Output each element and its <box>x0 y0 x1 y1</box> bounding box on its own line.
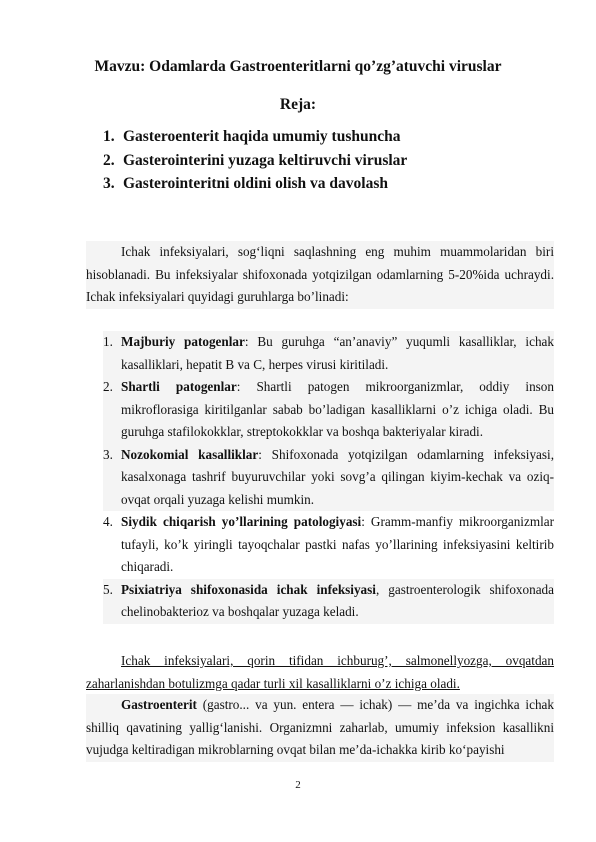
plan-item-text: Gasterointerini yuzaga keltiruvchi viruslar <box>123 151 408 169</box>
group-item <box>103 511 554 579</box>
plan-item <box>103 152 503 176</box>
group-separator: : <box>236 379 241 394</box>
plan-list <box>103 128 503 199</box>
group-item <box>103 331 554 376</box>
group-text: Shifoxonada yotqizilgan odamlarning infeksiyasi, kasalxonaga tashrif buyuruvchilar yoki sovg’a qilingan kiyim-kechak va oziq-ovqat orqali yuzaga kelishi mumkin. <box>121 446 554 507</box>
group-number: 4. <box>103 514 113 529</box>
group-separator: : <box>258 446 262 462</box>
definition-text: (gastro... va yun. entera — ichak) — me’da va ingichka ichak shilliq qavatining yallig‘lanishi. Organizmni zaharlab, umumiy infeksion kasallikni vujudga keltiradigan mikroblarning ovqat bilan me’da-ichakka kirib ko‘payishi <box>86 697 554 757</box>
document-title: Mavzu: Odamlarda Gastroenteritlarni qo’zg’atuvchi viruslar <box>94 58 502 75</box>
group-separator: : <box>244 334 249 349</box>
group-term: Shartli patogenlar <box>121 379 237 394</box>
group-text: Gramm-manfiy mikroorganizmlar tufayli, ko’k yiringli tayoqchalar pastki nafas yo’llarining infeksiyasini keltirib chiqaradi. <box>121 514 554 574</box>
group-item <box>103 376 554 444</box>
plan-heading: Reja: <box>279 96 317 113</box>
group-term: Siydik chiqarish yo’llarining patologiyasi <box>121 514 362 529</box>
group-item <box>103 444 554 512</box>
page-number: 2 <box>295 779 301 791</box>
groups-list <box>103 331 554 624</box>
definition-term: Gastroenterit <box>121 697 197 712</box>
group-separator: , <box>375 581 380 597</box>
definition-paragraph <box>86 694 554 762</box>
group-separator: : <box>361 514 365 529</box>
group-number: 3. <box>103 446 113 462</box>
group-text: gastroenterologik shifoxonada chelinobakterioz va boshqalar yuzaga keladi. <box>121 581 555 619</box>
group-number: 1. <box>103 334 113 349</box>
group-text: Bu guruhga “an’anaviy” yuqumli kasalliklar, ichak kasalliklari, hepatit B va C, herpes virusi kiritiladi. <box>121 334 554 372</box>
group-item <box>103 579 554 624</box>
group-term: Majburiy patogenlar <box>121 334 245 349</box>
plan-item-text: Gasterointeritni oldini olish va davolash <box>123 175 388 192</box>
underlined-paragraph: Ichak infeksiyalari, qorin tifidan ichburug’, salmonellyozga, ovqatdan zaharlanishdan botulizmga qadar turli xil kasalliklarni o’z ichiga oladi. <box>86 653 554 691</box>
group-term: Nozokomial kasalliklar <box>121 446 259 462</box>
group-term: Psixiatriya shifoxonasida ichak infeksiyasi <box>121 581 376 597</box>
plan-item-number: 2. <box>103 151 115 169</box>
group-number: 5. <box>103 581 113 597</box>
plan-item-number: 1. <box>103 128 115 145</box>
plan-item <box>103 128 503 152</box>
group-text: Shartli patogen mikroorganizmlar, oddiy inson mikroflorasiga kiritilganlar sabab bo’ladigan kasalliklarni o’z ichiga oladi. Bu guruhga stafilokokklar, streptokokklar va boshqa bakteriyalar kiradi. <box>121 379 554 439</box>
intro-paragraph: Ichak infeksiyalari, sog‘liqni saqlashning eng muhim muammolaridan biri hisoblanadi. Bu infeksiyalar shifoxonada yotqizilgan odamlarning 5-20%ida uchraydi. Ichak infeksiyalari quyidagi guruhlarga bo’linadi: <box>86 241 554 309</box>
group-number: 2. <box>103 379 113 394</box>
plan-item <box>103 175 503 199</box>
plan-item-text: Gasteroenterit haqida umumiy tushuncha <box>123 128 401 145</box>
plan-item-number: 3. <box>103 175 115 192</box>
